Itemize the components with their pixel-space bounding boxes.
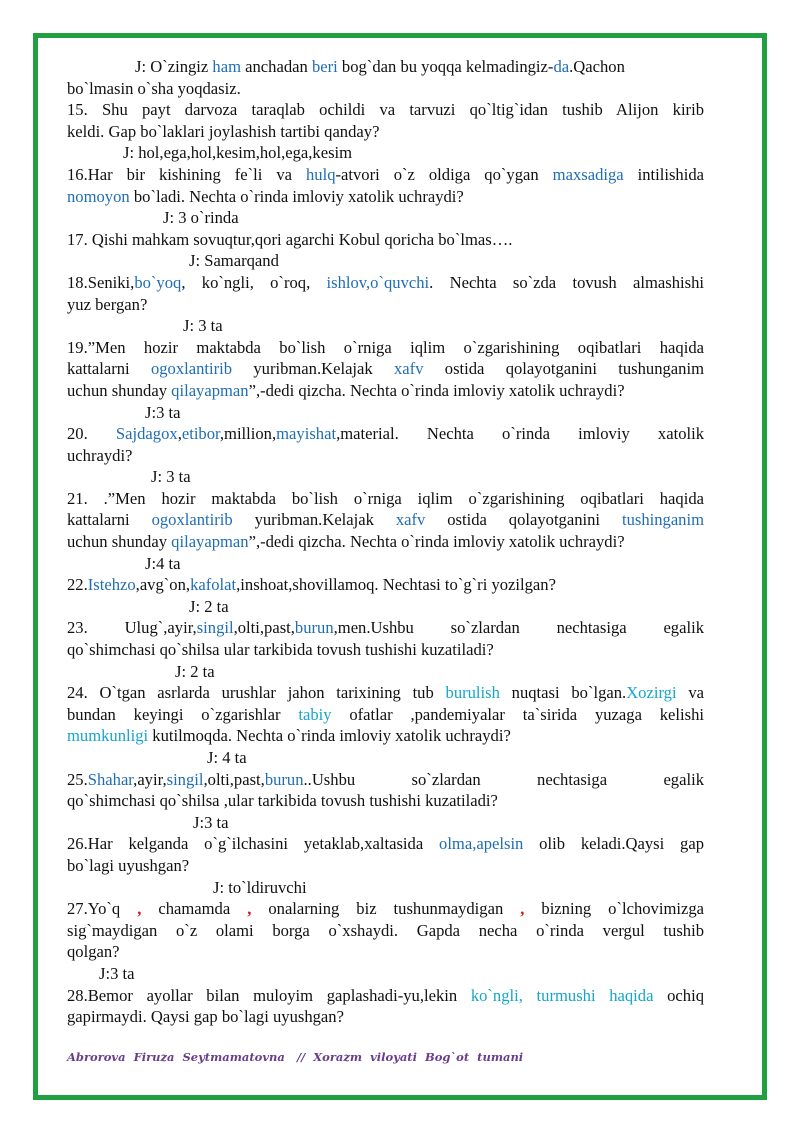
text-span: va	[676, 683, 704, 703]
text-line	[67, 941, 704, 963]
text-span: kattalarni	[67, 359, 151, 379]
text-span: ,inshoat,shovillamoq. Nechtasi to`g`ri yozilgan?	[236, 575, 556, 595]
text-line	[67, 164, 704, 186]
text-line	[67, 877, 704, 899]
text-span: 28.Bemor ayollar bilan muloyim gaplashadi-yu,lekin	[67, 985, 471, 1005]
text-line	[67, 898, 704, 920]
highlighted-word: beri	[311, 57, 338, 76]
text-line	[67, 250, 704, 272]
text-span: 17. Qishi mahkam sovuqtur,qori agarchi Kobul qoricha bo`lmas….	[67, 229, 513, 249]
highlighted-word: tabiy	[298, 704, 332, 724]
text-span: 26.Har kelganda o`g`ilchasini yetaklab,xaltasida	[67, 834, 440, 854]
text-span: bo`lagi uyushgan?	[67, 855, 190, 875]
text-span: ,men.Ushbu so`zlardan nechtasiga egalik	[333, 618, 704, 638]
text-span: 22.	[67, 575, 88, 595]
text-line	[67, 661, 704, 683]
text-span: J: 3 o`rinda	[163, 208, 239, 228]
text-line	[67, 380, 704, 402]
text-line	[67, 617, 704, 639]
highlighted-word: maxsadiga	[552, 164, 624, 184]
text-span: 27.Yo`q	[67, 899, 138, 919]
text-span: ,olti,past,	[203, 769, 265, 789]
text-span: bog`dan bu yoqqa kelmadingiz-	[337, 57, 554, 76]
text-span: kattalarni	[67, 510, 152, 530]
text-span: J: 2 ta	[175, 661, 215, 681]
highlighted-word: ,	[137, 899, 142, 919]
text-span: anchadan	[241, 57, 312, 76]
text-span: ostida qolayotganini tushunganim	[423, 359, 704, 379]
text-span: 24. O`tgan asrlarda urushlar jahon tarixining tub	[67, 683, 446, 703]
highlighted-word: tushinganim	[621, 510, 704, 530]
highlighted-word: bo`yoq	[134, 272, 182, 292]
text-span: olib keladi.Qaysi gap	[523, 834, 705, 854]
text-span: ,avg`on,	[135, 575, 191, 595]
highlighted-word: xafv	[395, 510, 426, 530]
text-span: J: to`ldiruvchi	[213, 877, 307, 897]
text-line	[67, 639, 704, 661]
text-line	[67, 553, 704, 575]
text-span: qo`shimchasi qo`shilsa ,ular tarkibida tovush tushishi kuzatiladi?	[67, 791, 498, 811]
highlighted-word: ishlov,o`quvchi	[326, 272, 430, 292]
text-line	[67, 423, 704, 445]
text-span: bo`ladi. Nechta o`rinda imloviy xatolik uchraydi?	[129, 186, 464, 206]
text-span: ochiq	[653, 985, 704, 1005]
highlighted-word: Shahar	[87, 769, 134, 789]
text-span: J:3 ta	[99, 963, 135, 983]
text-span: J: Samarqand	[189, 251, 279, 271]
text-line	[67, 56, 704, 78]
text-span: uchun shunday	[67, 532, 172, 552]
text-span: , ko`ngli, o`roq,	[181, 272, 327, 292]
text-line	[67, 358, 704, 380]
text-span: ostida qolayotganini	[425, 510, 622, 530]
text-span: kutilmoqda. Nechta o`rinda imloviy xatolik uchraydi?	[148, 726, 511, 746]
text-span: keldi. Gap bo`laklari joylashish tartibi qanday?	[67, 121, 380, 141]
highlighted-word: kafolat	[190, 575, 237, 595]
text-line	[67, 833, 704, 855]
highlighted-word: ogoxlantirib	[150, 359, 233, 379]
text-line	[67, 207, 704, 229]
text-span: . Nechta so`zda tovush almashishi	[429, 272, 704, 292]
text-span: J:3 ta	[193, 812, 229, 832]
highlighted-word: ham	[212, 57, 241, 76]
text-span: yuz bergan?	[67, 294, 148, 314]
text-span: uchun shunday	[67, 380, 172, 400]
text-span: -atvori o`z oldiga qo`ygan	[335, 164, 553, 184]
text-span: 20.	[67, 424, 116, 444]
text-span: J: 4 ta	[207, 748, 247, 767]
text-span: intilishida	[623, 164, 704, 184]
text-span: ”,-dedi qizcha. Nechta o`rinda imloviy xatolik uchraydi?	[248, 380, 625, 400]
text-span: J: 3 ta	[183, 316, 223, 336]
text-span: .Qachon	[569, 57, 625, 76]
text-span: uchraydi?	[67, 445, 133, 465]
text-span: ..Ushbu so`zlardan nechtasiga egalik	[303, 769, 704, 789]
text-span: bundan keyingi o`zgarishlar	[67, 704, 299, 724]
highlighted-word: singil	[196, 618, 234, 638]
text-line	[67, 574, 704, 596]
text-span: chamamda	[141, 899, 248, 919]
highlighted-word: burun	[264, 769, 304, 789]
highlighted-word: singil	[166, 769, 204, 789]
text-span: J: O`zingiz	[135, 57, 213, 76]
highlighted-word: qilayapman	[171, 380, 249, 400]
highlighted-word: burun	[294, 618, 334, 638]
text-line	[67, 1006, 704, 1028]
highlighted-word: etibor	[181, 424, 220, 444]
highlighted-word: ko`ngli, turmushi haqida	[470, 985, 654, 1005]
text-span: sig`maydigan o`z olami borga o`xshaydi. Gapda necha o`rinda vergul tushib	[67, 920, 704, 940]
text-span: J:3 ta	[145, 402, 181, 422]
highlighted-word: olma,apelsin	[439, 834, 524, 854]
text-span: 18.Seniki,	[67, 272, 135, 292]
text-line	[67, 704, 704, 726]
text-line	[67, 272, 704, 294]
text-line	[67, 963, 704, 985]
text-span: 25.	[67, 769, 88, 789]
text-line	[67, 337, 704, 359]
text-span: 21. .”Men hozir maktabda bo`lish o`rniga iqlim o`zgarishining oqibatlari haqida	[67, 488, 704, 508]
text-span: yuribman.Kelajak	[232, 359, 394, 379]
text-line	[67, 531, 704, 553]
text-span: J:4 ta	[145, 553, 181, 573]
text-span: 19.”Men hozir maktabda bo`lish o`rniga iqlim o`zgarishining oqibatlari haqida	[67, 337, 704, 357]
text-line	[67, 445, 704, 467]
text-span: ,olti,past,	[233, 618, 295, 638]
text-span: 16.Har bir kishining fe`li va	[67, 164, 306, 184]
text-line	[67, 488, 704, 510]
author-footer: Abrorova Firuza Seytmamatovna // Xorazm viloyati Bog`ot tumani	[67, 1050, 524, 1064]
highlighted-word: Istehzo	[87, 575, 136, 595]
text-line	[67, 402, 704, 424]
text-span: qolgan?	[67, 942, 120, 962]
text-line	[67, 920, 704, 942]
highlighted-word: da	[553, 57, 570, 76]
highlighted-word: ,	[520, 899, 525, 919]
text-line	[67, 855, 704, 877]
text-span: bizning o`lchovimizga	[524, 899, 705, 919]
highlighted-word: nomoyon	[67, 186, 130, 206]
highlighted-word: burulish	[445, 683, 500, 703]
text-span: ,material. Nechta o`rinda imloviy xatolik	[336, 424, 705, 444]
text-line	[67, 769, 704, 791]
highlighted-word: mumkunligi	[67, 726, 149, 746]
text-line	[67, 790, 704, 812]
text-span: nuqtasi bo`lgan.	[499, 683, 627, 703]
document-body	[67, 56, 704, 1028]
text-span: ”,-dedi qizcha. Nechta o`rinda imloviy xatolik uchraydi?	[248, 532, 625, 552]
text-line	[67, 509, 704, 531]
highlighted-word: Sajdagox	[115, 424, 178, 444]
text-line	[67, 596, 704, 618]
text-span: qo`shimchasi qo`shilsa ular tarkibida tovush tushishi kuzatiladi?	[67, 640, 494, 660]
text-line	[67, 229, 704, 251]
text-span: ,million,	[219, 424, 277, 444]
text-line	[67, 725, 704, 747]
text-span: ,	[177, 424, 182, 444]
text-span: 15. Shu payt darvoza taraqlab ochildi va tarvuzi qo`ltig`idan tushib Alijon kirib	[67, 100, 704, 120]
text-span: J: 3 ta	[151, 467, 191, 487]
text-span: 23. Ulug`,ayir,	[67, 618, 197, 638]
text-line	[67, 747, 704, 769]
text-span: J: hol,ega,hol,kesim,hol,ega,kesim	[123, 143, 353, 163]
text-line	[67, 186, 704, 208]
text-span: gapirmaydi. Qaysi gap bo`lagi uyushgan?	[67, 1007, 344, 1027]
text-line	[67, 315, 704, 337]
highlighted-word: xafv	[394, 359, 424, 379]
text-line	[67, 78, 704, 100]
text-line	[67, 142, 704, 164]
text-line	[67, 466, 704, 488]
highlighted-word: qilayapman	[171, 532, 249, 552]
text-span: bo`lmasin o`sha yoqdasiz.	[67, 78, 241, 98]
text-line	[67, 294, 704, 316]
highlighted-word: ogoxlantirib	[151, 510, 233, 530]
highlighted-word: mayishat	[276, 424, 337, 444]
text-line	[67, 985, 704, 1007]
text-span: ofatlar ,pandemiyalar ta`sirida yuzaga kelishi	[331, 704, 705, 724]
text-span: onalarning biz tushunmaydigan	[251, 899, 521, 919]
text-line	[67, 812, 704, 834]
text-line	[67, 121, 704, 143]
highlighted-word: Xozirgi	[626, 683, 677, 703]
text-line	[67, 99, 704, 121]
text-span: yuribman.Kelajak	[232, 510, 396, 530]
text-span: ,ayir,	[133, 769, 167, 789]
highlighted-word: hulq	[305, 164, 336, 184]
highlighted-word: ,	[247, 899, 252, 919]
text-span: J: 2 ta	[189, 596, 229, 616]
text-line	[67, 682, 704, 704]
